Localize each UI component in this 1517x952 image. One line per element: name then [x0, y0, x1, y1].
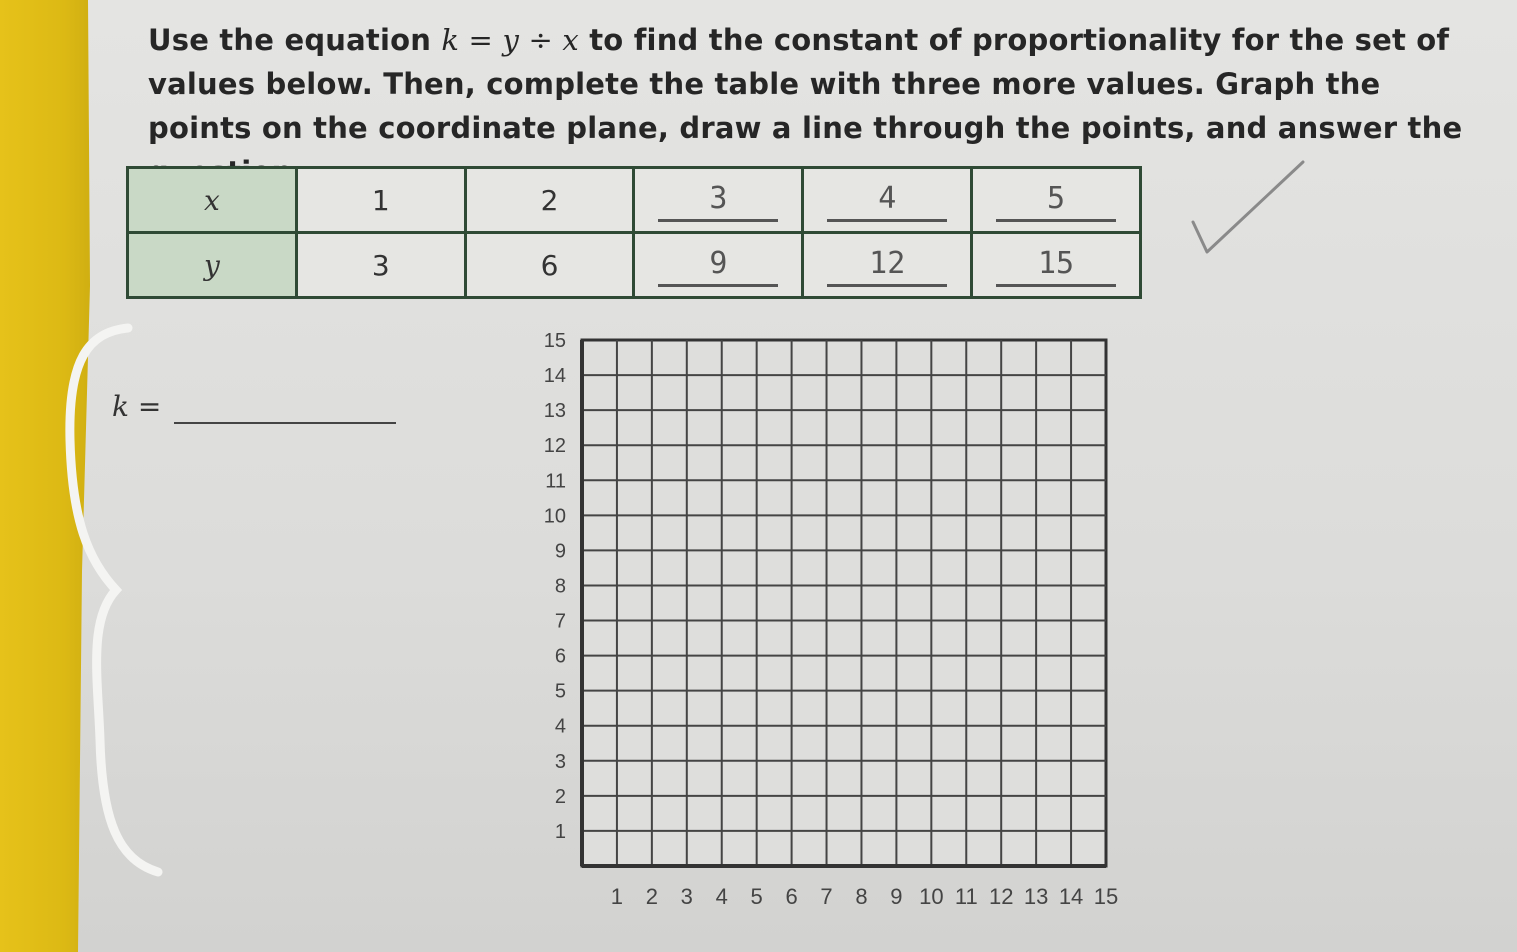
y-value-2: 6 [465, 233, 634, 298]
equation-text: k = y ÷ x [441, 23, 579, 57]
y-tick-label: 5 [554, 680, 566, 703]
y-header: y [128, 233, 297, 298]
y-tick-label: 13 [543, 400, 566, 423]
x-tick-label: 10 [919, 884, 944, 909]
x-tick-label: 13 [1023, 884, 1049, 909]
x-tick-label: 7 [820, 884, 833, 909]
instructions-part2: to find the constant of proportionality for the set of values below. Then, complete the table with three more values. Graph the points on the coordinate plane, draw a line through the points, and answer the [148, 23, 1463, 145]
x-answer-3[interactable]: 5 [996, 179, 1116, 222]
y-tick-label: 15 [543, 330, 566, 352]
y-tick-label: 10 [543, 505, 566, 528]
y-answer-3[interactable]: 15 [996, 244, 1116, 287]
x-answer-1[interactable]: 3 [658, 179, 778, 222]
x-tick-label: 4 [715, 884, 728, 909]
x-value-2: 2 [465, 168, 634, 233]
y-tick-label: 6 [554, 645, 566, 668]
y-tick-label: 3 [554, 750, 566, 773]
x-tick-label: 5 [750, 884, 763, 909]
y-answer-2[interactable]: 12 [827, 244, 947, 287]
y-tick-label: 2 [554, 785, 566, 808]
x-tick-label: 12 [988, 884, 1014, 909]
y-tick-label: 7 [554, 610, 566, 633]
y-tick-label: 9 [554, 540, 566, 563]
y-tick-label: 8 [554, 575, 566, 598]
y-answer-1[interactable]: 9 [658, 244, 778, 287]
x-tick-label: 11 [954, 884, 978, 909]
x-tick-label: 1 [610, 884, 624, 909]
x-tick-label: 8 [855, 884, 868, 909]
x-value-1: 1 [296, 168, 465, 233]
x-header: x [128, 168, 297, 233]
x-answer-2[interactable]: 4 [827, 179, 947, 222]
y-value-1: 3 [296, 233, 465, 298]
y-tick-label: 12 [543, 435, 566, 458]
instructions-part1: Use the equation [148, 23, 442, 57]
x-tick-label: 9 [890, 884, 903, 909]
x-tick-label: 15 [1093, 884, 1119, 909]
x-tick-label: 3 [680, 884, 693, 909]
x-tick-label: 14 [1058, 884, 1084, 909]
x-tick-label: 6 [785, 884, 798, 909]
y-tick-label: 4 [554, 715, 566, 738]
grid-background [582, 340, 1106, 866]
y-tick-label: 11 [545, 470, 566, 493]
y-tick-label: 14 [543, 365, 566, 388]
x-tick-label: 2 [645, 884, 658, 909]
y-tick-label: 1 [554, 820, 566, 843]
k-label: k = [112, 390, 162, 423]
